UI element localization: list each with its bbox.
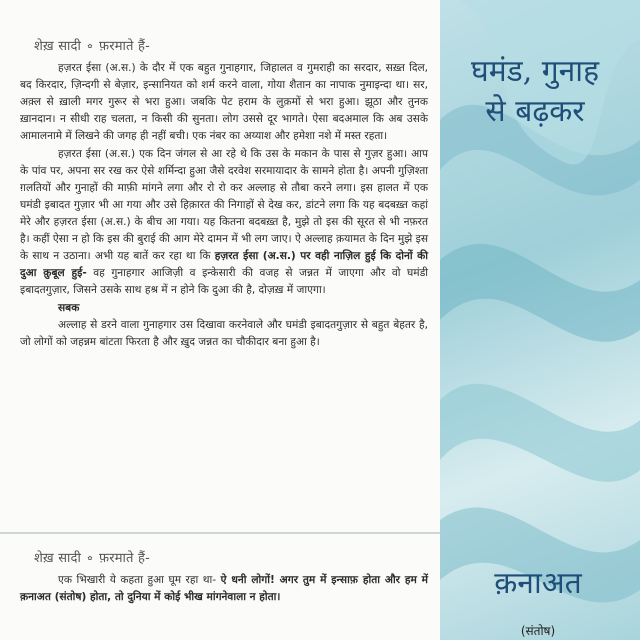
highlighted-text: हज़रत ईसा (अ.स.) पर वही नाज़िल हुई कि दोनों की दुआ क़ुबूल हुई-	[20, 250, 428, 279]
lesson-label: सबक	[58, 302, 80, 314]
paragraph: हज़रत ईसा (अ.स.) के दौर में एक बहुत गुनाहगार, जिहालत व गुमराही का सरदार, सख़्त दिल, बद किरदार, ज़िन्दगी से बेज़ार, इन्सानियत को शर्म करने वाला, गोया शैतान का नापाक नुमाइन्दा था। सर, अक़्ल से ख़ाली मगर गुरूर से भरा हुआ। जबकि पेट हराम के लुक़मों से भरा हुआ। झूठा और तुनक ख़ानदान। न सीधी राह चलता, न किसी की सुनता। लोग उससे दूर भागते। ऐसा बदअमाल कि अब उसके आमालनामे में लिखने की जगह ही नहीं बची। एक नंबर का अय्याश और हमेशा नशे में मस्त रहता।	[20, 62, 428, 142]
story-header	[34, 36, 428, 54]
honorific-mark: ✿	[87, 42, 93, 50]
header-suffix: फ़रमाते हैं-	[98, 39, 150, 54]
author-name: शेख़ सादी	[34, 39, 82, 54]
lesson-text: अल्लाह से डरने वाला गुनाहगार उस दिखावा करनेवाले और घमंडी इबादतगुज़ार से बहुत बेहतर है, जो लोगों को जहन्नम बांटता फिरता है और ख़ुद जन्नत का चौकीदार बना हुआ है।	[20, 319, 428, 348]
story-title: घमंड, गुनाह से बढ़कर	[470, 54, 600, 129]
paragraph	[20, 146, 428, 299]
section-divider	[0, 532, 440, 534]
story-ghamand	[20, 36, 428, 351]
story-title: क़नाअत	[494, 566, 582, 601]
honorific-mark: ✿	[87, 554, 93, 562]
paragraph-text: एक भिखारी ये कहता हुआ घूम रहा था-	[58, 574, 217, 586]
paragraph-text: वह गुनाहगार आजिज़ी व इन्केसारी की वजह से जन्नत में जाएगा और वो घमंडी इबादतगुज़ार, जिसने उसके साथ हश्र में न होने कि दुआ की है, दोज़ख़ में जाएगा।	[20, 267, 428, 296]
story-subtitle: (संतोष)	[520, 624, 556, 638]
header-suffix: फ़रमाते हैं-	[98, 551, 150, 566]
highlighted-text: ऐ धनी लोगों! अगर तुम में इन्साफ़ होता और हम में क़नाअत (संतोष) होता, तो दुनिया में कोई भीख मांगनेवाला न होता।	[20, 574, 428, 603]
author-name: शेख़ सादी	[34, 551, 82, 566]
paragraph	[20, 572, 428, 606]
story-qanaat	[20, 548, 428, 606]
paragraph-text: हज़रत ईसा (अ.स.) एक दिन जंगल से आ रहे थे कि उस के मकान के पास से गुज़र हुआ। आप के पांव पर, अपना सर रख कर ऐसे शर्मिन्दा हुआ जैसे दरवेश सरमायादार के सामने होता है। अपनी गुज़िश्ता ग़लतियों और गुनाहों की माफ़ी मांगने लगा और रो रो कर अल्लाह से तौबा करने लगा। इस हालत में एक घमंडी इबादत गुज़ार भी आ गया और उसे हिक़ारत की निगाहों से देख कर, डांटने लगा कि यह बदबख़्त कहां मेरे और हज़रत ईसा (अ.स.) के बीच आ गया। यह कितना बदबख़्त है, मुझे तो इस की सूरत से भी नफ़रत है। कहीं ऐसा न हो कि इस की बुराई की आग मेरे दामन में भी लग जाए। ऐ अल्लाह क़यामत के दिन मुझे इस के साथ न उठाना। अभी यह बातें कर रहा था कि	[20, 148, 428, 262]
story-header	[34, 548, 428, 566]
